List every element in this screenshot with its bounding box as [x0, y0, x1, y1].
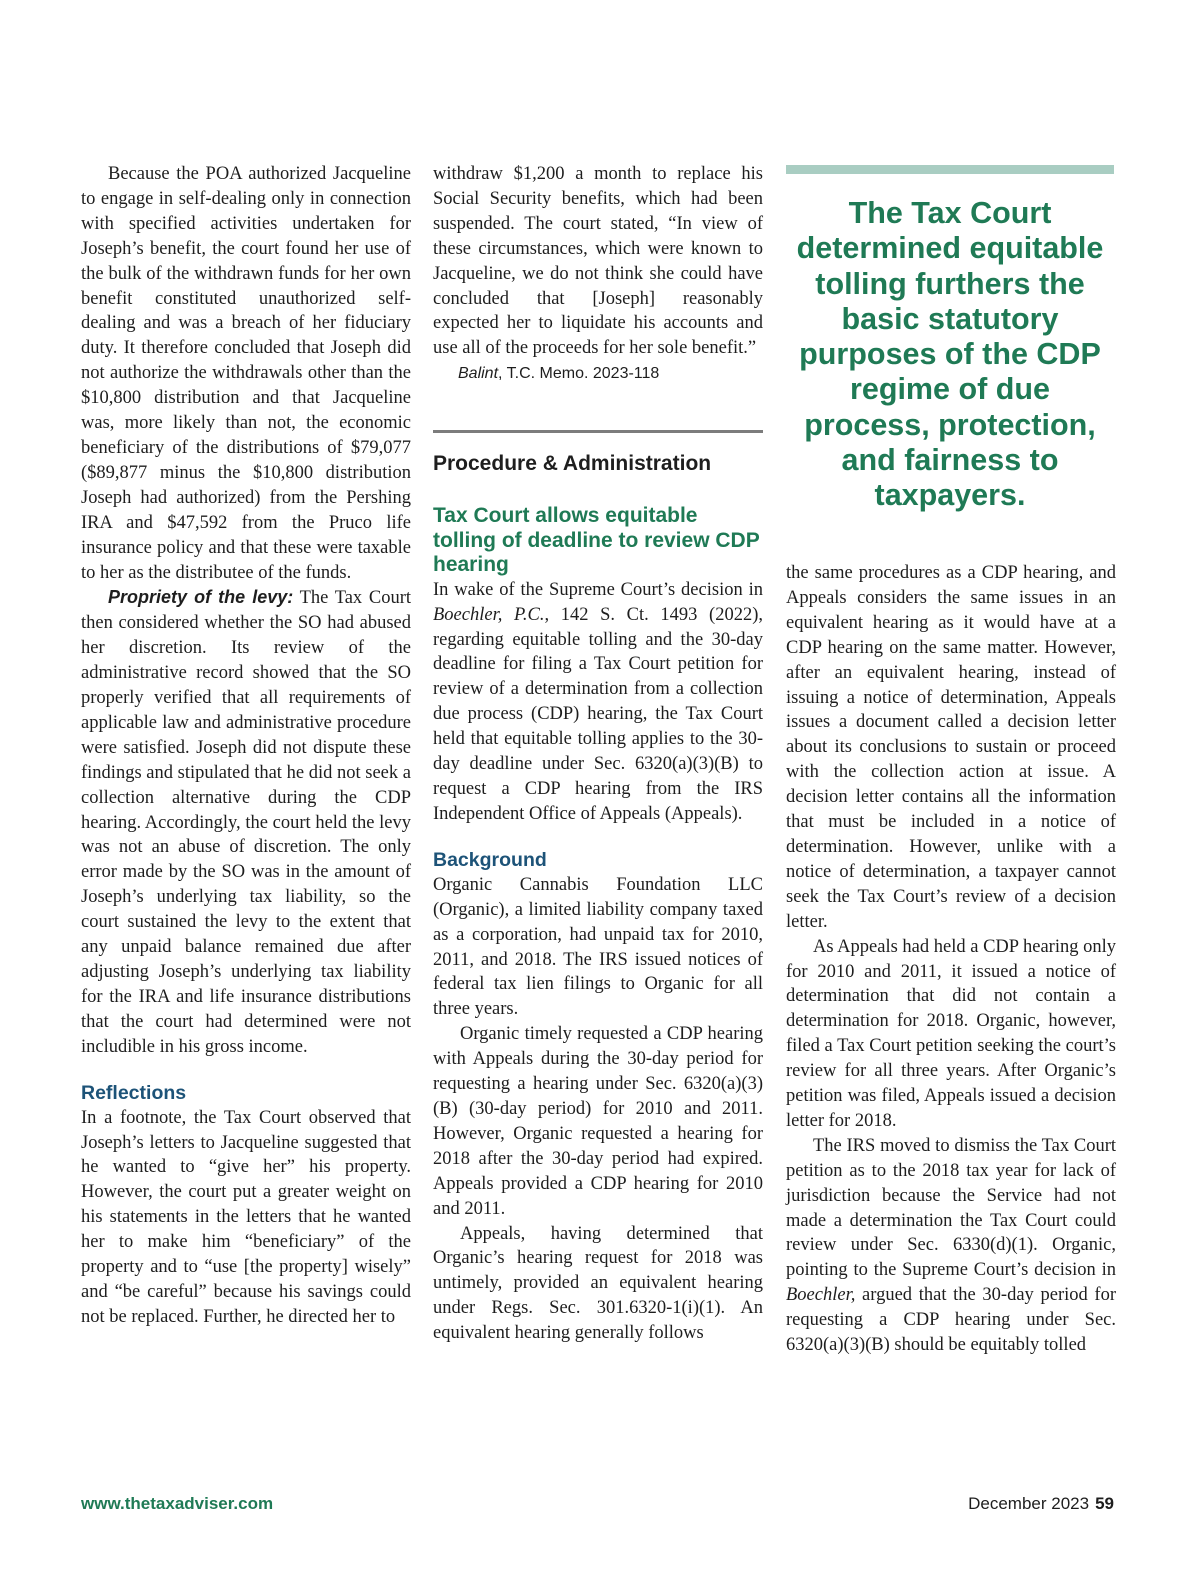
- body-paragraph: Organic timely requested a CDP hearing with Appeals during the 30-day period for requesting a hearing under Sec. 6320(a)(3)(B) (30-day period) for 2010 and 2011. However, Organic requested a hearing for 2018 after the 30-day period had expired. Appeals provided a CDP hearing for 2010 and 2011.: [433, 1024, 763, 1219]
- paragraph-text: argued that the 30-day period for requesting a CDP hearing under Sec. 6320(a)(3)(B) should be equitably tolled: [786, 1285, 1116, 1356]
- run-in-heading: Propriety of the levy:: [108, 587, 294, 608]
- column-2: [433, 162, 763, 1346]
- citation-text: , T.C. Memo. 2023-118: [498, 365, 660, 383]
- paragraph-text: The IRS moved to dismiss the Tax Court petition as to the 2018 tax year for lack of jurisdiction because the Service had not made a determination the Tax Court could review under Sec. 6330(d)(1). Organic, pointing to the Supreme Court’s decision in: [786, 1135, 1116, 1281]
- body-paragraph: [433, 578, 763, 827]
- issue-date: December 2023: [968, 1494, 1090, 1513]
- pull-quote-bar: [786, 165, 1114, 174]
- pull-quote: The Tax Court determined equitable tolling furthers the basic statutory purposes of the CDP regime of due process, protection, and fairness to taxpayers.: [796, 196, 1104, 513]
- body-paragraph: [786, 1134, 1116, 1358]
- section-divider: [433, 430, 763, 433]
- body-paragraph: the same procedures as a CDP hearing, and Appeals considers the same issues in an equivalent hearing as it would have at a CDP hearing on the same matter. However, after an equivalent hearing, instead of issuing a notice of determination, Appeals issues a document called a decision letter about its conclusions to sustain or proceed with the collection action at issue. A decision letter contains all the information that must be included in a notice of determination. However, unlike with a notice of determination, a taxpayer cannot seek the Tax Court’s review of a decision letter.: [786, 563, 1116, 932]
- column-3: [786, 561, 1116, 1358]
- reflections-heading: Reflections: [81, 1081, 187, 1104]
- paragraph-text: The Tax Court then considered whether the SO had abused her discretion. Its review of the administrative record showed that the SO properly verified that all requirements of applicable law and administrative procedure were satisfied. Joseph did not dispute these findings and stipulated that he did not seek a collection alternative during the CDP hearing. Accordingly, the court held the levy was not an abuse of discretion. The only error made by the SO was in the amount of Joseph’s underlying tax liability, so the court sustained the levy to the extent that any unpaid balance remained due after adjusting Joseph’s underlying tax liability for the IRA and life insurance distributions that the court had determined were not includible in his gross income.: [81, 588, 411, 1057]
- case-name: Boechler,: [786, 1285, 856, 1306]
- body-paragraph: In a footnote, the Tax Court observed that Joseph’s letters to Jacqueline suggested that he wanted to “give her” his property. However, the court put a greater weight on his statements in the letters that he wanted her to make him “beneficiary” of the property and to “use [the property] wisely” and “be careful” because his savings could not be replaced. Further, he directed her to: [81, 1107, 411, 1327]
- body-paragraph: As Appeals had held a CDP hearing only for 2010 and 2011, it issued a notice of determination that did not contain a determination for 2018. Organic, however, filed a Tax Court petition seeking the court’s review for all three years. After Organic’s petition was filed, Appeals issued a decision letter for 2018.: [786, 936, 1116, 1131]
- column-1: [81, 162, 411, 1330]
- paragraph-text: , 142 S. Ct. 1493 (2022), regarding equitable tolling and the 30-day deadline for filing a Tax Court petition for review of a determination from a collection due process (CDP) hearing, the Tax Court held that equitable tolling applies to the 30-day deadline under Sec. 6320(a)(3)(B) to request a CDP hearing from the IRS Independent Office of Appeals (Appeals).: [433, 604, 764, 824]
- body-paragraph: [81, 585, 411, 1059]
- background-heading: Background: [433, 848, 547, 871]
- section-heading: Procedure & Administration: [433, 452, 712, 476]
- page-number: 59: [1095, 1494, 1114, 1513]
- case-name: Balint: [458, 365, 499, 383]
- body-paragraph: Organic Cannabis Foundation LLC (Organic), a limited liability company taxed as a corporation, had unpaid tax for 2010, 2011, and 2018. The IRS issued notices of federal tax lien filings to Organic for all three years.: [433, 874, 763, 1020]
- body-paragraph: withdraw $1,200 a month to replace his Social Security benefits, which had been suspended. The court stated, “In view of these circumstances, which were known to Jacqueline, we do not think she could have concluded that [Joseph] reasonably expected her to liquidate his accounts and use all of the proceeds for her sole benefit.”: [433, 164, 763, 359]
- case-citation: [433, 363, 763, 385]
- paragraph-text: In wake of the Supreme Court’s decision in: [433, 579, 763, 600]
- footer-folio: [968, 1494, 1114, 1514]
- case-name: Boechler, P.C.: [433, 604, 545, 625]
- article-title: Tax Court allows equitable tolling of deadline to review CDP hearing: [433, 504, 760, 577]
- body-paragraph: Because the POA authorized Jacqueline to engage in self-dealing only in connection with specified activities undertaken for Joseph’s benefit, the court found her use of the bulk of the withdrawn funds for her own benefit constituted unauthorized self-dealing and was a breach of her fiduciary duty. It therefore concluded that Joseph did not authorize the withdrawals other than the $10,800 distribution and that Jacqueline was, more likely than not, the economic beneficiary of the distributions of $79,077 ($89,877 minus the $10,800 distribution Joseph had authorized) from the Pershing IRA and $47,592 from the Pruco life insurance policy and that these were taxable to her as the distributee of the funds.: [81, 164, 411, 583]
- footer-website: www.thetaxadviser.com: [81, 1494, 274, 1513]
- body-paragraph: Appeals, having determined that Organic’s hearing request for 2018 was untimely, provided an equivalent hearing under Regs. Sec. 301.6320-1(i)(1). An equivalent hearing generally follows: [433, 1223, 763, 1344]
